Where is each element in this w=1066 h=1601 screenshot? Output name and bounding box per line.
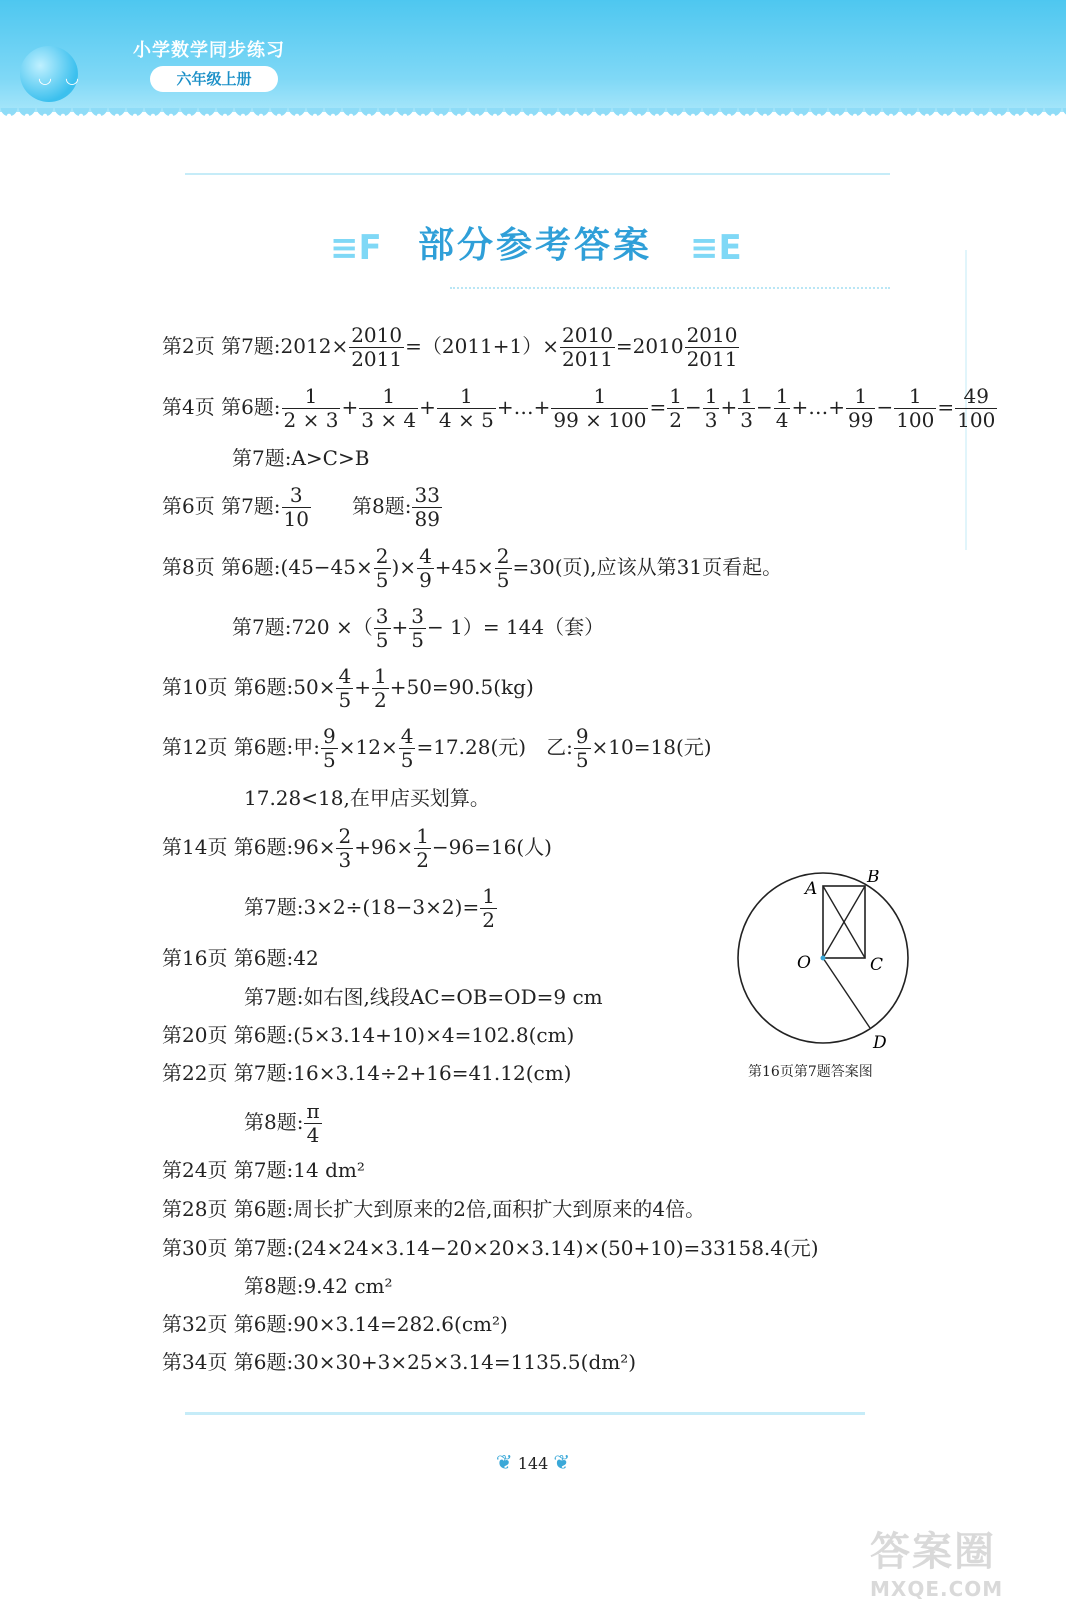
title-right-deco-icon: ≡E bbox=[690, 228, 742, 268]
top-rule bbox=[185, 173, 890, 175]
segment-OD bbox=[823, 958, 870, 1028]
label-O: O bbox=[797, 953, 811, 973]
grade-badge: 六年级上册 bbox=[150, 66, 278, 92]
answer-p30-q7: 第30页 第7题:(24×24×3.14−20×20×3.14)×(50+10)=33158.4(元) bbox=[162, 1236, 819, 1260]
circle-figure bbox=[735, 870, 915, 1050]
answer-p22-q8: 第8题: $\frac{\pi}{4}$ bbox=[244, 1099, 320, 1147]
answer-p4-q6: 第4页 第6题: $\frac{1}{2 \times 3}$ + $\frac{1}{3 \times 4}$ + $\frac{1}{4 \times 5}$ +…+ $\frac{1}{99 \times 100}$ = $\frac{1}{2}$ − $\frac{1}{3}$ + $\frac{1}{3}$ − $\frac{1}{4}$ +…+ $\frac{1}{99}$ − $\frac{1}{100}$ = $\frac{49}{100}$ bbox=[162, 384, 996, 432]
label-D: D bbox=[873, 1033, 887, 1050]
laurel-right-icon: ❦ bbox=[553, 1450, 571, 1474]
answer-p34-q6: 第34页 第6题:30×30+3×25×3.14=1135.5(dm²) bbox=[162, 1350, 637, 1374]
book-series-title: 小学数学同步练习 bbox=[133, 40, 285, 61]
title-dotted-rule bbox=[450, 287, 890, 289]
answer-p14-q6: 第14页 第6题:96× $\frac{2}{3}$ +96× $\frac{1}{2}$ −96=16(人) bbox=[162, 824, 552, 872]
answer-p32-q6: 第32页 第6题:90×3.14=282.6(cm²) bbox=[162, 1312, 508, 1336]
laurel-left-icon: ❦ bbox=[495, 1450, 513, 1474]
label-A: A bbox=[805, 879, 818, 899]
answer-p4-q7: 第7题:A>C>B bbox=[232, 446, 370, 470]
answer-p20-q6: 第20页 第6题:(5×3.14+10)×4=102.8(cm) bbox=[162, 1023, 575, 1047]
answer-p30-q8: 第8题:9.42 cm² bbox=[244, 1274, 393, 1298]
answer-p16-q6: 第16页 第6题:42 bbox=[162, 946, 319, 970]
answer-p2-q7: 第2页 第7题:2012× $\frac{2010}{2011}$ =（2011+1）× $\frac{2010}{2011}$ =2010 $\frac{2010}{2011}$ bbox=[162, 323, 738, 371]
answer-p6: 第6页 第7题: $\frac{3}{10}$ 第8题: $\frac{33}{89}$ bbox=[162, 483, 440, 531]
figure-caption: 第16页第7题答案图 bbox=[748, 1064, 873, 1080]
answer-p8-q6: 第8页 第6题:(45−45× $\frac{2}{5}$ )× $\frac{4}{9}$ +45× $\frac{2}{5}$ =30(页),应该从第31页看起。 bbox=[162, 544, 783, 592]
answer-p28-q6: 第28页 第6题:周长扩大到原来的2倍,面积扩大到原来的4倍。 bbox=[162, 1197, 706, 1221]
answer-p16-q7: 第7题:如右图,线段AC=OB=OD=9 cm bbox=[244, 985, 603, 1009]
title-left-deco-icon: ≡F bbox=[330, 228, 382, 268]
center-point-O bbox=[821, 956, 826, 961]
apple-face-icon: ◡ ◡ bbox=[38, 68, 84, 87]
label-B: B bbox=[867, 870, 880, 887]
bottom-rule bbox=[185, 1412, 865, 1415]
answer-p10-q6: 第10页 第6题:50× $\frac{4}{5}$ + $\frac{1}{2}$ +50=90.5(kg) bbox=[162, 664, 534, 712]
watermark: 答案圈 MXQE.COM bbox=[870, 1529, 1004, 1601]
answer-p12-conclusion: 17.28<18,在甲店买划算。 bbox=[244, 786, 490, 810]
label-C: C bbox=[870, 955, 884, 975]
answer-p12-q6: 第12页 第6题:甲: $\frac{9}{5}$ ×12× $\frac{4}{5}$ =17.28(元) 乙: $\frac{9}{5}$ ×10=18(元) bbox=[162, 724, 712, 772]
answer-p22-q7: 第22页 第7题:16×3.14÷2+16=41.12(cm) bbox=[162, 1061, 572, 1085]
answer-p24-q7: 第24页 第7题:14 dm² bbox=[162, 1158, 365, 1182]
page-title: 部分参考答案 bbox=[418, 225, 653, 266]
answer-p14-q7: 第7题:3×2÷(18−3×2)= $\frac{1}{2}$ bbox=[244, 884, 495, 932]
answer-p8-q7: 第7题:720 ×（ $\frac{3}{5}$ + $\frac{3}{5}$ − 1）= 144（套） bbox=[232, 604, 605, 652]
lace-dots bbox=[0, 112, 1066, 120]
page-number: ❦ 144 ❦ bbox=[495, 1450, 571, 1474]
